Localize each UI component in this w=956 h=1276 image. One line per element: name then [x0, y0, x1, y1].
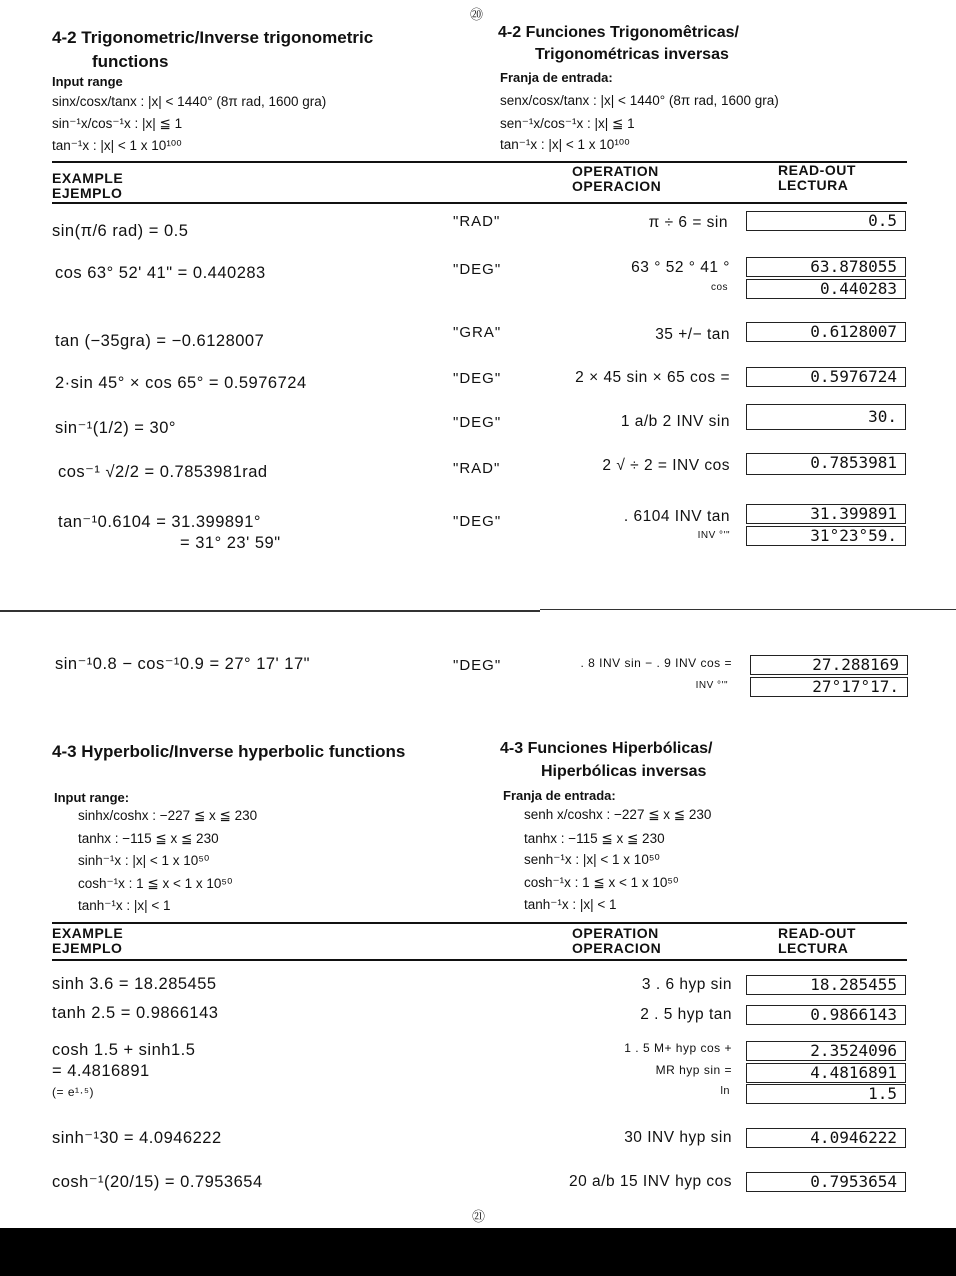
section-42-title-en-2: functions: [92, 52, 169, 71]
example-text: sinh⁻¹30 = 4.0946222: [52, 1129, 222, 1147]
mode-label: "RAD": [453, 460, 501, 477]
range-en-line: sinh⁻¹x : |x| < 1 x 10⁵⁰: [78, 853, 210, 868]
section-42-title-en: 4-2 Trigonometric/Inverse trigonometric: [52, 28, 374, 47]
section-42-input-range-en: Input range: [52, 74, 123, 89]
range-es-line: tanhx : −115 ≦ x ≦ 230: [524, 831, 665, 846]
table-header-rule-bottom: [52, 959, 907, 961]
readout-display: 0.440283: [746, 279, 906, 299]
col-lectura: LECTURA: [778, 940, 849, 956]
page-number-top: ⑳: [470, 8, 484, 23]
col-example: EXAMPLE: [52, 170, 124, 186]
operation-keys: . 6104 INV tan: [623, 508, 730, 525]
range-en-line: tanh⁻¹x : |x| < 1: [78, 898, 171, 913]
col-lectura: LECTURA: [778, 177, 849, 193]
scan-border: [0, 1228, 956, 1276]
section-42-title-es: 4-2 Funciones Trigonomêtricas/: [498, 24, 739, 41]
mode-label: "DEG": [453, 513, 502, 530]
readout-display: 27°17°17.: [750, 677, 908, 697]
operation-keys: 63 ° 52 ° 41 °: [631, 259, 730, 276]
operation-keys: INV °'": [697, 530, 730, 541]
col-ejemplo: EJEMPLO: [52, 940, 123, 956]
operation-keys: 2 × 45 sin × 65 cos =: [575, 369, 730, 386]
page-number-bottom: ㉑: [472, 1210, 486, 1225]
readout-display: 0.6128007: [746, 322, 906, 342]
col-operation: OPERATION: [572, 163, 659, 179]
example-text: tanh 2.5 = 0.9866143: [52, 1004, 219, 1022]
table-header-rule-top: [52, 922, 907, 924]
operation-keys: 2 . 5 hyp tan: [640, 1006, 732, 1023]
range-es-line: senh x/coshx : −227 ≦ x ≦ 230: [524, 807, 712, 822]
range-es-line: sen⁻¹x/cos⁻¹x : |x| ≦ 1: [500, 116, 635, 131]
range-en-line: sinx/cosx/tanx : |x| < 1440° (8π rad, 1600 gra): [52, 94, 327, 109]
example-text: sin(π/6 rad) = 0.5: [52, 222, 189, 240]
example-text: sin⁻¹(1/2) = 30°: [55, 419, 176, 437]
operation-keys: 35 +/− tan: [655, 326, 730, 343]
section-43-title-en: 4-3 Hyperbolic/Inverse hyperbolic functions: [52, 742, 406, 761]
example-text: 2·sin 45° × cos 65° = 0.5976724: [55, 374, 307, 392]
section-43-input-range-es: Franja de entrada:: [503, 788, 616, 803]
mode-label: "DEG": [453, 261, 502, 278]
mode-label: "DEG": [453, 370, 502, 387]
example-text: (= e¹·⁵): [52, 1085, 94, 1099]
col-operation: OPERATION: [572, 925, 659, 941]
operation-keys: INV °'": [695, 680, 728, 691]
readout-display: 0.7853981: [746, 453, 906, 475]
example-text: = 4.4816891: [52, 1062, 150, 1080]
readout-display: 0.5: [746, 211, 906, 231]
col-ejemplo: EJEMPLO: [52, 185, 123, 201]
range-es-line: senx/cosx/tanx : |x| < 1440° (8π rad, 1600 gra): [500, 93, 779, 108]
example-text: = 31° 23' 59": [180, 534, 281, 552]
range-en-line: tan⁻¹x : |x| < 1 x 10¹⁰⁰: [52, 138, 182, 153]
range-en-line: cosh⁻¹x : 1 ≦ x < 1 x 10⁵⁰: [78, 876, 233, 891]
section-42-title-es-2: Trigonométricas inversas: [535, 46, 729, 63]
section-43-title-es-2: Hiperbólicas inversas: [541, 763, 707, 780]
readout-display: 0.7953654: [746, 1172, 906, 1192]
range-es-line: cosh⁻¹x : 1 ≦ x < 1 x 10⁵⁰: [524, 875, 679, 890]
operation-keys: ln: [720, 1085, 730, 1097]
col-readout: READ-OUT: [778, 162, 856, 178]
example-text: sinh 3.6 = 18.285455: [52, 975, 217, 993]
range-es-line: tanh⁻¹x : |x| < 1: [524, 897, 617, 912]
readout-display: 18.285455: [746, 975, 906, 995]
operation-keys: 1 a/b 2 INV sin: [620, 413, 730, 430]
example-text: cos⁻¹ √2/2 = 0.7853981rad: [58, 463, 268, 481]
mode-label: "DEG": [453, 657, 502, 674]
readout-display: 31°23°59.: [746, 526, 906, 546]
operation-keys: cos: [710, 282, 728, 293]
readout-display: 0.9866143: [746, 1005, 906, 1025]
range-es-line: senh⁻¹x : |x| < 1 x 10⁵⁰: [524, 852, 660, 867]
readout-display: 31.399891: [746, 504, 906, 524]
readout-display: 0.5976724: [746, 367, 906, 387]
example-text: tan⁻¹0.6104 = 31.399891°: [58, 513, 262, 531]
readout-display: 30.: [746, 404, 906, 430]
operation-keys: π ÷ 6 = sin: [648, 214, 728, 231]
operation-keys: MR hyp sin =: [655, 1063, 732, 1077]
section-43-input-range-en: Input range:: [54, 790, 130, 805]
section-42-input-range-es: Franja de entrada:: [500, 70, 613, 85]
col-example: EXAMPLE: [52, 925, 124, 941]
col-readout: READ-OUT: [778, 925, 856, 941]
mode-label: "RAD": [453, 213, 501, 230]
readout-display: 4.4816891: [746, 1063, 906, 1083]
range-en-line: tanhx : −115 ≦ x ≦ 230: [78, 831, 219, 846]
section-43-title-es: 4-3 Funciones Hiperbólicas/: [500, 740, 713, 757]
col-operacion: OPERACION: [572, 940, 662, 956]
example-text: cos 63° 52' 41" = 0.440283: [55, 264, 266, 282]
page-fold-line: [540, 609, 956, 610]
operation-keys: 2 √ ÷ 2 = INV cos: [602, 457, 730, 474]
range-en-line: sinhx/coshx : −227 ≦ x ≦ 230: [78, 808, 258, 823]
range-es-line: tan⁻¹x : |x| < 1 x 10¹⁰⁰: [500, 137, 630, 152]
operation-keys: . 8 INV sin − . 9 INV cos =: [580, 656, 732, 670]
operation-keys: 20 a/b 15 INV hyp cos: [568, 1173, 732, 1190]
example-text: cosh⁻¹(20/15) = 0.7953654: [52, 1173, 263, 1191]
readout-display: 4.0946222: [746, 1128, 906, 1148]
example-text: sin⁻¹0.8 − cos⁻¹0.9 = 27° 17' 17": [55, 655, 310, 673]
readout-display: 27.288169: [750, 655, 908, 675]
operation-keys: 1 . 5 M+ hyp cos +: [624, 1041, 732, 1055]
example-text: cosh 1.5 + sinh1.5: [52, 1041, 196, 1059]
operation-keys: 30 INV hyp sin: [624, 1129, 732, 1146]
page-fold-line: [0, 610, 540, 612]
readout-display: 1.5: [746, 1084, 906, 1104]
operation-keys: 3 . 6 hyp sin: [641, 976, 732, 993]
mode-label: "GRA": [453, 324, 502, 341]
readout-display: 2.3524096: [746, 1041, 906, 1061]
range-en-line: sin⁻¹x/cos⁻¹x : |x| ≦ 1: [52, 116, 183, 131]
readout-display: 63.878055: [746, 257, 906, 277]
table-header-rule-bottom: [52, 202, 907, 204]
col-operacion: OPERACION: [572, 178, 662, 194]
mode-label: "DEG": [453, 414, 502, 431]
example-text: tan (−35gra) = −0.6128007: [55, 332, 265, 350]
